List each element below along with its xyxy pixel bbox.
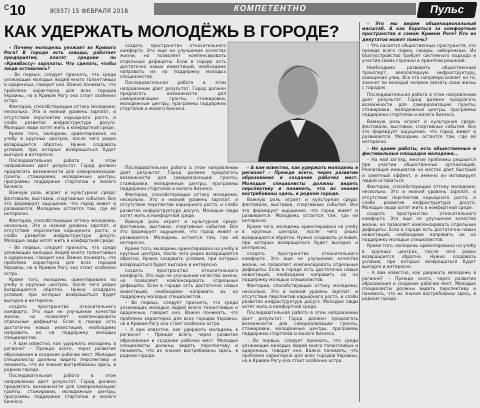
page-header (0, 0, 480, 24)
column-2-top (120, 44, 226, 124)
article-headline: КАК УДЕРЖАТЬ МОЛОДЁЖЬ В ГОРОДЕ? (4, 22, 340, 41)
column-3-paragraph-5: Последовательная работа в этом направлении дает результат. Город должен предлагать возможности для самореализации: гранты, стажировки, молодежные центры, программы поддержки стартапов и малого бизнеса. (242, 311, 358, 338)
body-paragraph-6: – Во первых, следует признать, что среди уезжающих молодых людей много талантливых и одаренных, говорит она. Важно понимать, что проблема характерна для всех городов Украины, но в Кривом Рогу она стоит особенно остро. (4, 245, 116, 277)
right-question-1: – Это мы видим общенациональный масштаб. А как бороться за комфортные пространства в самом Кривом Роге? Кто из депутатов может помочь? (362, 22, 476, 43)
column-2-bottom-paragraph-1: Последовательная работа в этом направлении дает результат. Город должен предлагать возможности для самореализации: гранты, стажировки, молодежные центры, программы поддержки стартапов и малого бизнеса. (120, 166, 238, 192)
column-2-bottom-paragraph-7: – А вам известно, как удержать молодежь в регионе? – Прежде всего, через развитие образования и создание рабочих мест. Молодые специалисты должны видеть перспективу и понимать, что их знания востребованы здесь, в родном городе. (120, 328, 238, 360)
right-answer-3: – На мой взгляд, многие проблемы решаются при участии общественных организаций. Реализация инициатив на местах дает быстрый и заметный эффект, и именно он мотивирует людей оставаться. (362, 158, 476, 184)
right-answer-7: – А вам известно, как удержать молодежь в регионе? – Прежде всего, через развитие образования и создание рабочих мест. Молодые специалисты должны видеть перспективу и понимать, что их знания востребованы здесь, в родном городе. (362, 271, 476, 303)
column-2-bottom-paragraph-5: создать пространство относительного комфорта. Это еще не улучшение качества жизни, но позволяет компенсировать отдельные дефициты. Если в городе есть достаточно новых инвестиций, необходимо направить их на поддержку молодых специалистов. (120, 268, 238, 300)
body-paragraph-1: Факторов, способствующих оттоку молодежи, несколько. Это и низкий уровень зарплат, и отсутствие перспектив карьерного роста, и слабо развитая инфраструктура досуга. Молодые люди хотят жить в комфортной среде. (4, 105, 116, 132)
body-paragraph-3: Последовательная работа в этом направлении дает результат. Город должен предлагать возможности для самореализации: гранты, стажировки, молодежные центры, программы поддержки стартапов и малого бизнеса. (4, 159, 116, 191)
column-3-paragraph-4: Факторов, способствующих оттоку молодежи, несколько. Это и низкий уровень зарплат, и отсутствие перспектив карьерного роста, и слабо развитая инфраструктура досуга. Молодые люди хотят жить в комфортной среде. (242, 284, 358, 311)
lead-column (4, 46, 116, 406)
column-3 (242, 166, 358, 402)
column-divider (359, 22, 360, 402)
body-paragraph-9: – А вам известно, как удержать молодежь в регионе? – Прежде всего, через развитие образования и создание рабочих мест. Молодые специалисты должны видеть перспективу и понимать, что их знания востребованы здесь, в родном городе. (4, 342, 116, 374)
column-2-bottom-paragraph-2: Факторов, способствующих оттоку молодежи, несколько. Это и низкий уровень зарплат, и отсутствие перспектив карьерного роста, и слабо развитая инфраструктура досуга. Молодые люди хотят жить в комфортной среде. (120, 193, 238, 219)
body-paragraph-10: Последовательная работа в этом направлении дает результат. Город должен предлагать возможности для самореализации: гранты, стажировки, молодежные центры, программы поддержки стартапов и малого бизнеса. (4, 374, 116, 406)
column-2-bottom (120, 166, 238, 402)
body-paragraph-5: Факторов, способствующих оттоку молодежи, несколько. Это и низкий уровень зарплат, и отсутствие перспектив карьерного роста, и слабо развитая инфраструктура досуга. Молодые люди хотят жить в комфортной среде. (4, 218, 116, 245)
portrait-photo (228, 42, 358, 162)
body-paragraph-2: Кроме того, молодежь ориентирована на учебу в крупных центрах, после чего редко возвращается обратно. Нужно создавать условия, при которых возвращаться будет выгодно и интересно. (4, 132, 116, 159)
page-number: $^с$10 (4, 2, 26, 19)
column-2-bottom-paragraph-3: Важную роль играет и культурная среда: фестивали, выставки, спортивные события. Все это формирует ощущение, что город живет и развивается. Молодежь остается там, где ей интересно. (120, 220, 238, 246)
right-answer-1: – Что касается общественных пространств, это прежде всего парки, скверы, набережные. Их благоустройство требует системного подхода и участия самих горожан в принятии решений. (362, 43, 476, 65)
body-paragraph-7: Кроме того, молодежь ориентирована на учебу в крупных центрах, после чего редко возвращается обратно. Нужно создавать условия, при которых возвращаться будет выгодно и интересно. (4, 277, 116, 304)
body-paragraph-8: создать пространство относительного комфорта. Это еще не улучшение качества жизни, но позволяет компенсировать отдельные дефициты. Если в городе есть достаточно новых инвестиций, необходимо направить их на поддержку молодых специалистов. (4, 304, 116, 341)
lead-question: – Почему молодежь уезжает из Кривого Рога? В городе есть заводы, работает предприятия, платят средние по «Кривбассу» зарплаты. Что сделать, чтобы люди оставались? (4, 46, 116, 72)
column-3-paragraph-2: Кроме того, молодежь ориентирована на учебу в крупных центрах, после чего редко возвращается обратно. Нужно создавать условия, при которых возвращаться будет выгодно и интересно. (242, 225, 358, 252)
right-answer-2b: Последовательная работа в этом направлении дает результат. Город должен предлагать возможности для самореализации: гранты, стажировки, молодежные центры, программы поддержки стартапов и малого бизнеса. (362, 92, 476, 119)
right-column (362, 22, 476, 402)
right-answer-2c: Важную роль играет и культурная среда: фестивали, выставки, спортивные события. Все это формирует ощущение, что город живет и развивается. Молодежь остается там, где ей интересно. (362, 119, 476, 146)
column-3-question: – А вам известно, как удержать молодежь в регионе? – Прежде всего, через развитие образования и создание рабочих мест. Молодые специалисты должны видеть перспективу и понимать, что их знания востребованы здесь, в родном городе. (242, 166, 358, 198)
column-3-paragraph-1: Важную роль играет и культурная среда: фестивали, выставки, спортивные события. Все это формирует ощущение, что город живет и развивается. Молодежь остается там, где ей интересно. (242, 198, 358, 225)
column-2-bottom-paragraph-4: Кроме того, молодежь ориентирована на учебу в крупных центрах, после чего редко возвращается обратно. Нужно создавать условия, при которых возвращаться будет выгодно и интересно. (120, 247, 238, 268)
lead-answer: – Во первых, следует признать, что среди уезжающих молодых людей много талантливых и одаренных, говорит она. Важно понимать, что проблема характерна для всех городов Украины, но в Кривом Рогу она стоит особенно остро. (4, 73, 116, 105)
right-question-2: – Но кроме работы, есть общественные и фестивальные площадки молодежи... (362, 146, 476, 157)
column-2-bottom-paragraph-6: – Во первых, следует признать, что среди уезжающих молодых людей много талантливых и одаренных, говорит она. Важно понимать, что проблема характерна для всех городов Украины, но в Кривом Рогу она стоит особенно остро. (120, 301, 238, 327)
portrait-illustration (228, 42, 358, 162)
right-answer-5: создать пространство относительного комфорта. Это еще не улучшение качества жизни, но позволяет компенсировать отдельные дефициты. Если в городе есть достаточно новых инвестиций, необходимо направить их на поддержку молодых специалистов. (362, 212, 476, 244)
body-paragraph-4: Важную роль играет и культурная среда: фестивали, выставки, спортивные события. Все это формирует ощущение, что город живет и развивается. Молодежь остается там, где ей интересно. (4, 191, 116, 218)
column-2-paragraph: создать пространство относительного комфорта. Это еще не улучшение качества жизни, но позволяет компенсировать отдельные дефициты. Если в городе есть достаточно новых инвестиций, необходимо направить их на поддержку молодых специалистов. (120, 44, 226, 81)
column-3-paragraph-6: – Во первых, следует признать, что среди уезжающих молодых людей много талантливых и одаренных, говорит она. Важно понимать, что проблема характерна для всех городов Украины, но в Кривом Рогу она стоит особенно остро. (242, 338, 358, 365)
right-answer-4: Факторов, способствующих оттоку молодежи, несколько. Это и низкий уровень зарплат, и отсутствие перспектив карьерного роста, и слабо развитая инфраструктура досуга. Молодые люди хотят жить в комфортной среде. (362, 185, 476, 211)
issue-date: 8(937) 15 ФЕВРАЛЯ 2018 (50, 8, 129, 15)
newspaper-logo: Пульс (417, 2, 478, 18)
column-2-paragraph-b: Последовательная работа в этом направлении дает результат. Город должен предлагать возможности для самореализации: гранты, стажировки, молодежные центры, программы поддержки стартапов и малого бизнеса. (120, 81, 226, 113)
right-answer-6: Кроме того, молодежь ориентирована на учебу в крупных центрах, после чего редко возвращается обратно. Нужно создавать условия, при которых возвращаться будет выгодно и интересно. (362, 244, 476, 271)
column-3-paragraph-3: создать пространство относительного комфорта. Это еще не улучшение качества жизни, но позволяет компенсировать отдельные дефициты. Если в городе есть достаточно новых инвестиций, необходимо направить их на поддержку молодых специалистов. (242, 252, 358, 284)
section-rubric: КОМПЕТЕНТНО (154, 3, 416, 15)
right-answer-2: Необходимо развивать общественный транспорт, велосипедную инфраструктуру, освещение улиц. Все это напрямую влияет на то, захочет ли молодой человек связать свою жизнь с городом. (362, 65, 476, 92)
